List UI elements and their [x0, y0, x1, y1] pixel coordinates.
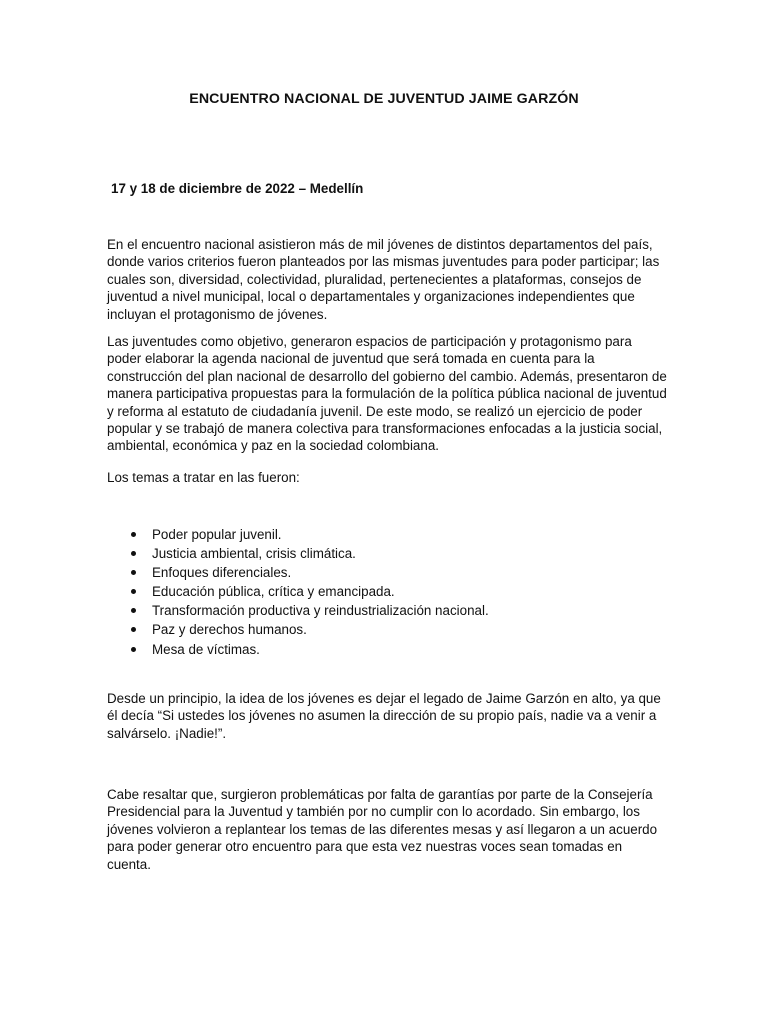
paragraph-objectives: Las juventudes como objetivo, generaron espacios de participación y protagonismo para poder elaborar la agenda nacional de juventud que será tomada en cuenta para la construcción del plan nacional de desarrollo del gobierno del cambio. Además, presentaron de manera participativa propuestas para la formulación de la política pública nacional de juventud y reforma al estatuto de ciudadanía juvenil. De este modo, se realizó un ejercicio de poder popular y se trabajó de manera colectiva para transformaciones enfocadas a la justicia social, ambiental, económica y paz en la sociedad colombiana. [107, 334, 667, 454]
document-title: ENCUENTRO NACIONAL DE JUVENTUD JAIME GARZÓN [189, 91, 579, 107]
list-item [127, 601, 489, 620]
list-item [127, 582, 489, 601]
list-item [127, 544, 489, 563]
bullet-icon [131, 532, 136, 537]
bullet-icon [131, 551, 136, 556]
list-item [127, 525, 489, 544]
list-item-text: Enfoques diferenciales. [152, 565, 292, 581]
bullet-icon [131, 647, 136, 652]
list-item-text: Transformación productiva y reindustrialización nacional. [152, 603, 489, 619]
paragraph-legacy-quote: Desde un principio, la idea de los jóvenes es dejar el legado de Jaime Garzón en alto, ya que él decía “Si ustedes los jóvenes no asumen la dirección de su propio país, nadie va a venir a salvárselo. ¡Nadie!”. [107, 691, 661, 741]
bullet-icon [131, 589, 136, 594]
list-item-text: Poder popular juvenil. [152, 527, 282, 542]
bullet-icon [131, 627, 136, 632]
list-item [127, 620, 489, 639]
list-item-text: Educación pública, crítica y emancipada. [152, 584, 395, 600]
paragraph-attendance: En el encuentro nacional asistieron más de mil jóvenes de distintos departamentos del país, donde varios criterios fueron planteados por las mismas juventudes para poder participar; las cuales son, diversidad, colectividad, pluralidad, pertenecientes a plataformas, consejos de juventud a nivel municipal, local o departamentales y organizaciones independientes que incluyan el protagonismo de jóvenes. [107, 237, 660, 322]
list-item-text: Justicia ambiental, crisis climática. [152, 546, 356, 562]
bullet-icon [131, 570, 136, 575]
list-item-text: Mesa de víctimas. [152, 641, 260, 657]
list-item [127, 563, 489, 582]
paragraph-problems: Cabe resaltar que, surgieron problemáticas por falta de garantías por parte de la Consejería Presidencial para la Juventud y también por no cumplir con lo acordado. Sin embargo, los jóvenes volvieron a replantear los temas de las diferentes mesas y así llegaron a un acuerdo para poder generar otro encuentro para que esta vez nuestras voces sean tomadas en cuenta. [107, 787, 658, 872]
paragraph-topics-intro: Los temas a tratar en las fueron: [107, 470, 300, 485]
topics-list [127, 525, 489, 659]
bullet-icon [131, 608, 136, 613]
list-item [127, 640, 489, 659]
list-item-text: Paz y derechos humanos. [152, 622, 307, 638]
event-date-location: 17 y 18 de diciembre de 2022 – Medellín [111, 181, 364, 196]
